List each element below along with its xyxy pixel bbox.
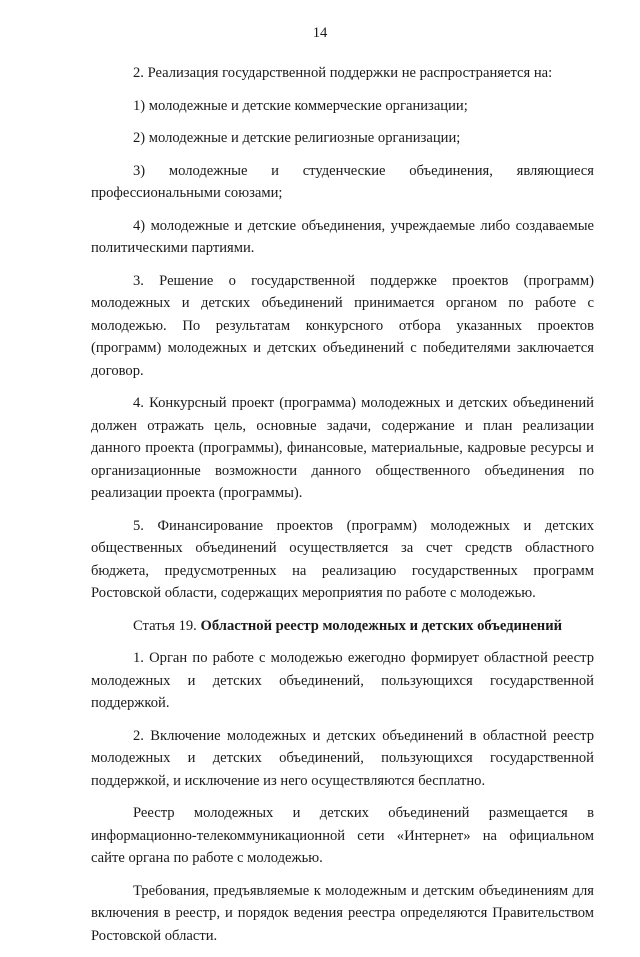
page-number: 14 [312,25,328,41]
document-body [91,62,594,957]
paragraph: Реестр молодежных и детских объединений размещается в информационно-телекоммуникационной сети «Интернет» на официальном сайте органа по работе с молодежью. [91,805,594,866]
paragraph: 3. Решение о государственной поддержке проектов (программ) молодежных и детских объединений принимается органом по работе с молодежью. По результатам конкурсного отбора указанных проектов (программ) молодежных и детских объединений с победителями заключается договор. [91,272,594,379]
list-item: 1) молодежные и детские коммерческие организации; [133,97,468,114]
article-title: Областной реестр молодежных и детских объединений [200,617,563,634]
paragraph: 2. Включение молодежных и детских объединений в областной реестр молодежных и детских объединений, пользующихся государственной поддержкой, и исключение из него осуществляются бесплатно. [91,727,594,789]
list-item: 3) молодежные и студенческие объединения, являющиеся профессиональными союзами; [91,162,594,201]
article-label: Статья 19. [133,617,201,634]
article-heading [91,615,594,638]
paragraph: 2. Реализация государственной поддержки не распространяется на: [133,65,553,81]
paragraph: 4. Конкурсный проект (программа) молодежных и детских объединений должен отражать цель, основные задачи, содержание и план реализации данного проекта (программы), финансовые, материальные, кадровые ресурсы и организационные возможности данного общественного объединения по реализации проекта (программы). [91,395,594,501]
paragraph: 1. Орган по работе с молодежью ежегодно формирует областной реестр молодежных и детских объединений, пользующихся государственной поддержкой. [91,650,594,711]
list-item: 4) молодежные и детские объединения, учреждаемые либо создаваемые политическими партиями. [91,217,594,256]
list-item: 2) молодежные и детские религиозные организации; [133,130,461,146]
paragraph: 5. Финансирование проектов (программ) молодежных и детских общественных объединений осуществляется за счет средств областного бюджета, предусмотренных на реализацию государственных программ Ростовской области, содержащих мероприятия по работе с молодежью. [91,517,594,601]
paragraph: Требования, предъявляемые к молодежным и детским объединениям для включения в реестр, и порядок ведения реестра определяются Правительством Ростовской области. [91,882,594,944]
